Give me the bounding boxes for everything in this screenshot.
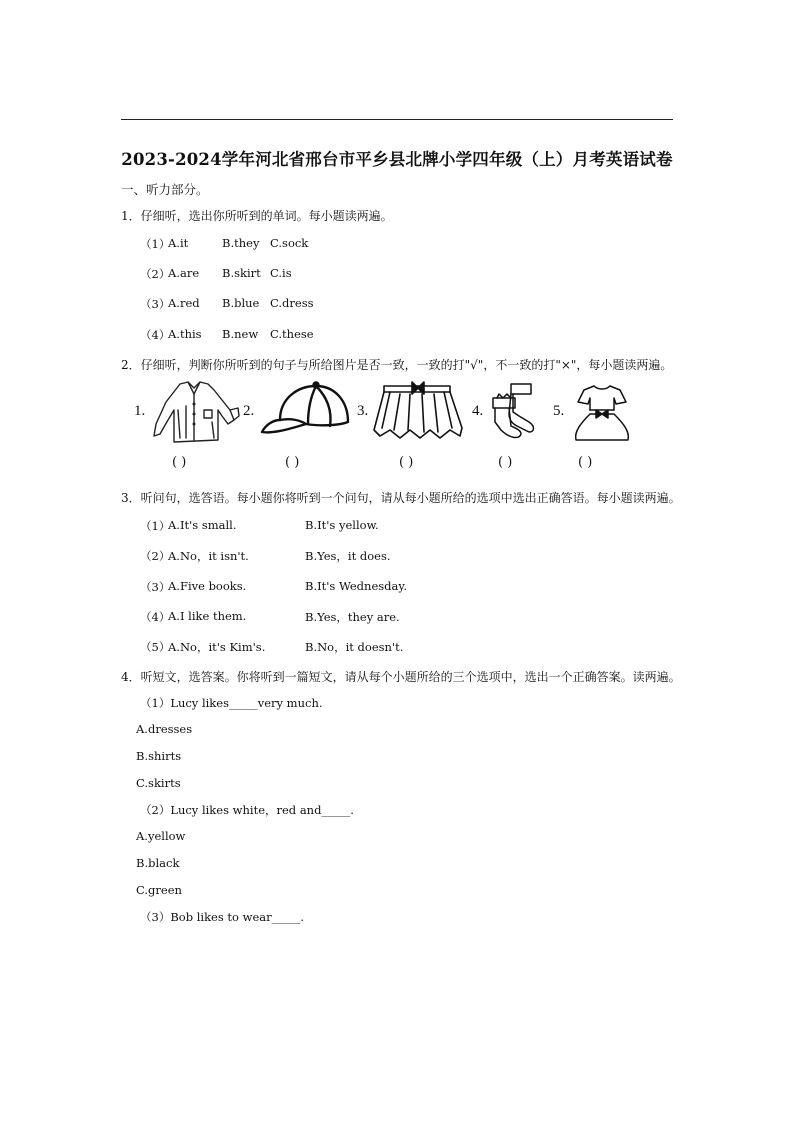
- picture-number: 3.: [357, 403, 369, 419]
- q2-stem: 2．仔细听，判断你所听到的句子与所给图片是否一致，一致的打"√"，不一致的打"×"，每小题读两遍。: [121, 358, 673, 372]
- option-b: B.new: [222, 327, 259, 341]
- option-a: A.It's small.: [168, 518, 237, 532]
- header-rule: [121, 119, 673, 120]
- item-number: （2）: [140, 549, 171, 563]
- item-number: （2）: [140, 267, 171, 281]
- option-a: A.yellow: [136, 829, 186, 843]
- picture-number: 5.: [553, 403, 565, 419]
- option-b: B.skirt: [222, 266, 261, 280]
- dress-icon: [568, 380, 638, 446]
- option-b: B.It's yellow.: [305, 518, 379, 532]
- option-b: B.they: [222, 236, 260, 250]
- section-heading: 一、听力部分。: [121, 182, 209, 197]
- picture-number: 2.: [243, 403, 255, 419]
- answer-paren[interactable]: ( ): [578, 455, 593, 470]
- option-b: B.It's Wednesday.: [305, 579, 407, 593]
- answer-paren[interactable]: ( ): [172, 455, 187, 470]
- item-number: （4）: [140, 328, 171, 342]
- option-c: C.dress: [270, 296, 314, 310]
- option-c: C.green: [136, 883, 182, 897]
- option-a: A.No，it's Kim's.: [168, 640, 266, 654]
- answer-paren[interactable]: ( ): [498, 455, 513, 470]
- option-c: C.skirts: [136, 776, 181, 790]
- item-number: （3）: [140, 580, 171, 594]
- cap-icon: [258, 380, 353, 442]
- option-c: C.sock: [270, 236, 309, 250]
- option-b: B.Yes，they are.: [305, 610, 400, 624]
- option-b: B.No，it doesn't.: [305, 640, 404, 654]
- option-a: A.red: [168, 296, 200, 310]
- q4-stem: 4．听短文，选答案。你将听到一篇短文，请从每个小题所给的三个选项中，选出一个正确答案。读两遍。: [121, 670, 681, 684]
- sub-question: （3）Bob likes to wear_____.: [140, 910, 305, 924]
- item-number: （1）: [140, 237, 171, 251]
- option-b: B.Yes，it does.: [305, 549, 391, 563]
- sub-question: （1）Lucy likes_____very much.: [140, 696, 323, 710]
- page-title: 2023-2024学年河北省邢台市平乡县北牌小学四年级（上）月考英语试卷: [121, 150, 673, 169]
- item-number: （3）: [140, 297, 171, 311]
- option-a: A.this: [168, 327, 202, 341]
- option-b: B.blue: [222, 296, 260, 310]
- option-a: A.No，it isn't.: [168, 549, 249, 563]
- picture-number: 1.: [134, 403, 146, 419]
- answer-paren[interactable]: ( ): [285, 455, 300, 470]
- q3-stem: 3．听问句，选答语。每小题你将听到一个问句，请从每小题所给的选项中选出正确答语。每小题读两遍。: [121, 491, 681, 505]
- picture-number: 4.: [472, 403, 484, 419]
- answer-paren[interactable]: ( ): [399, 455, 414, 470]
- option-c: C.these: [270, 327, 314, 341]
- option-a: A.dresses: [136, 722, 193, 736]
- option-c: C.is: [270, 266, 292, 280]
- item-number: （1）: [140, 519, 171, 533]
- option-b: B.shirts: [136, 749, 182, 763]
- option-a: A.it: [168, 236, 189, 250]
- option-b: B.black: [136, 856, 180, 870]
- shirt-icon: [150, 380, 240, 446]
- skirt-icon: [370, 380, 465, 446]
- item-number: （4）: [140, 610, 171, 624]
- sub-question: （2）Lucy likes white，red and_____.: [140, 803, 354, 817]
- item-number: （5）: [140, 640, 171, 654]
- q1-stem: 1．仔细听，选出你所听到的单词。每小题读两遍。: [121, 209, 393, 223]
- option-a: A.Five books.: [168, 579, 247, 593]
- option-a: A.I like them.: [168, 609, 247, 623]
- socks-icon: [487, 380, 552, 446]
- option-a: A.are: [168, 266, 200, 280]
